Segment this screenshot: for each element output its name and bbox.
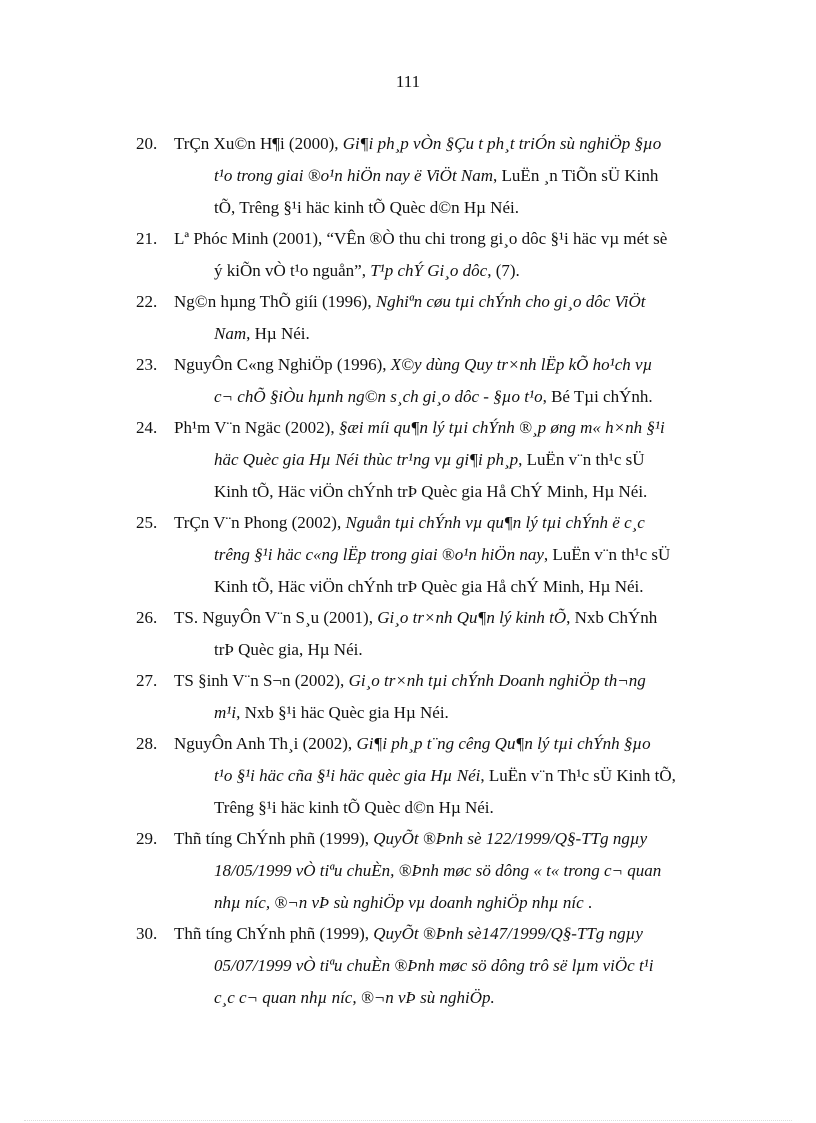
reference-text — [174, 128, 740, 224]
reference-item — [136, 128, 740, 224]
reference-text-segment: , (7). — [487, 261, 520, 280]
reference-text — [174, 223, 740, 287]
reference-title-segment: 18/05/1999 vÒ tiªu chuÈn, ®Þnh møc sö dông « t« trong c¬ quan — [214, 861, 662, 880]
reference-number: 29. — [136, 829, 158, 848]
reference-text-segment: Ph¹m V¨n Ngäc (2002), — [174, 418, 339, 437]
reference-text-segment: , LuËn ¸n TiÕn sÜ Kinh — [493, 166, 659, 185]
reference-text — [174, 823, 740, 919]
reference-text-segment: NguyÔn Anh Th¸i (2002), — [174, 734, 357, 753]
reference-line — [174, 255, 740, 287]
reference-text — [174, 602, 740, 666]
reference-number: 20. — [136, 134, 158, 153]
reference-number: 27. — [136, 671, 158, 690]
reference-text — [174, 918, 740, 1014]
reference-text-segment: , LuËn v¨n Th¹c sÜ Kinh tÕ, — [480, 766, 676, 785]
reference-text-segment: TS §inh V¨n S¬n (2002), — [174, 671, 349, 690]
reference-text-segment: , Bé Tµi chÝnh. — [542, 387, 653, 406]
reference-title-segment: §æi míi qu¶n lý tµi chÝnh ®¸p øng m« h×nh §¹i — [338, 418, 665, 437]
reference-title-segment: Nguån tµi chÝnh vµ qu¶n lý tµi chÝnh ë c¸c — [345, 513, 645, 532]
reference-title-segment: Gi¸o tr×nh Qu¶n lý kinh tÕ — [377, 608, 567, 627]
reference-text-segment: Thñ tíng ChÝnh phñ (1999), — [174, 924, 374, 943]
reference-line — [174, 192, 740, 224]
reference-text — [174, 728, 740, 824]
reference-line — [174, 697, 740, 729]
reference-text-segment: ý kiÕn vÒ t¹o nguån”, — [214, 261, 371, 280]
reference-line — [174, 918, 740, 950]
reference-title-segment: Nam — [214, 324, 247, 343]
reference-title-segment: c¸c c¬ quan nhµ níc, ®¬n vÞ sù nghiÖp. — [214, 988, 495, 1007]
reference-line — [174, 571, 740, 603]
reference-line — [174, 286, 740, 318]
reference-line — [174, 950, 740, 982]
reference-text-segment: , Hµ Néi. — [246, 324, 310, 343]
reference-text — [174, 349, 740, 413]
reference-line — [174, 539, 740, 571]
reference-title-segment: t¹o §¹i häc cña §¹i häc quèc gia Hµ Néi — [214, 766, 481, 785]
reference-title-segment: Gi¸o tr×nh tµi chÝnh Doanh nghiÖp th¬ng — [348, 671, 646, 690]
reference-title-segment: c¬ chÕ §iÒu hµnh ng©n s¸ch gi¸o dôc - §µo t¹o — [214, 387, 543, 406]
reference-title-segment: trêng §¹i häc c«ng lËp trong giai ®o¹n hiÖn nay — [214, 545, 544, 564]
reference-item — [136, 349, 740, 413]
reference-number: 21. — [136, 229, 158, 248]
reference-line — [174, 444, 740, 476]
reference-number: 28. — [136, 734, 158, 753]
reference-title-segment: häc Quèc gia Hµ Néi thùc tr¹ng vµ gi¶i ph¸p — [214, 450, 519, 469]
reference-line — [174, 728, 740, 760]
reference-number: 23. — [136, 355, 158, 374]
reference-text — [174, 665, 740, 729]
reference-text-segment: Thñ tíng ChÝnh phñ (1999), — [174, 829, 374, 848]
reference-text-segment: Trêng §¹i häc kinh tÕ Quèc d©n Hµ Néi. — [214, 798, 494, 817]
reference-line — [174, 602, 740, 634]
reference-text-segment: , LuËn v¨n th¹c sÜ — [543, 545, 671, 564]
page-number: 111 — [395, 72, 421, 91]
reference-title-segment: Gi¶i ph¸p t¨ng cêng Qu¶n lý tµi chÝnh §µo — [356, 734, 651, 753]
reference-item — [136, 286, 740, 350]
reference-text-segment: TrÇn Xu©n H¶i (2000), — [174, 134, 343, 153]
reference-line — [174, 823, 740, 855]
reference-text-segment: Lª Phóc Minh (2001), “VÊn ®Ò thu chi trong gi¸o dôc §¹i häc vµ mét sè — [174, 229, 668, 248]
reference-text-segment: , Nxb ChÝnh — [566, 608, 658, 627]
reference-text-segment: . — [583, 893, 593, 912]
reference-line — [174, 760, 740, 792]
reference-number: 26. — [136, 608, 158, 627]
reference-number: 24. — [136, 418, 158, 437]
reference-text-segment: tÕ, Trêng §¹i häc kinh tÕ Quèc d©n Hµ Néi. — [214, 198, 519, 217]
reference-text-segment: Kinh tÕ, Häc viÖn chÝnh trÞ Quèc gia Hå chÝ Minh, Hµ Néi. — [214, 577, 644, 596]
reference-text-segment: TrÇn V¨n Phong (2002), — [174, 513, 346, 532]
reference-text — [174, 507, 740, 603]
reference-text — [174, 286, 740, 350]
reference-item — [136, 665, 740, 729]
reference-text-segment: , LuËn v¨n th¹c sÜ — [518, 450, 645, 469]
bottom-rule — [24, 1120, 792, 1121]
reference-title-segment: m¹i — [214, 703, 237, 722]
reference-text-segment: Kinh tÕ, Häc viÖn chÝnh trÞ Quèc gia Hå ChÝ Minh, Hµ Néi. — [214, 482, 648, 501]
reference-title-segment: QuyÕt ®Þnh sè 122/1999/Q§-TTg ngµy — [373, 829, 648, 848]
reference-title-segment: Gi¶i ph¸p vÒn §Çu t ph¸t triÓn sù nghiÖp §µo — [342, 134, 662, 153]
reference-line — [174, 349, 740, 381]
reference-item — [136, 823, 740, 919]
reference-number: 30. — [136, 924, 158, 943]
reference-line — [174, 128, 740, 160]
reference-item — [136, 507, 740, 603]
reference-text-segment: TS. NguyÔn V¨n S¸u (2001), — [174, 608, 378, 627]
reference-line — [174, 855, 740, 887]
reference-line — [174, 318, 740, 350]
reference-text-segment: NguyÔn C«ng NghiÖp (1996), — [174, 355, 391, 374]
reference-line — [174, 887, 740, 919]
reference-title-segment: QuyÕt ®Þnh sè147/1999/Q§-TTg ngµy — [373, 924, 643, 943]
reference-title-segment: 05/07/1999 vÒ tiªu chuÈn ®Þnh møc sö dông trô së lµm viÖc t¹i — [214, 956, 654, 975]
reference-text-segment: Ng©n hµng ThÕ giíi (1996), — [174, 292, 376, 311]
reference-title-segment: Nghiªn cøu tµi chÝnh cho gi¸o dôc ViÖt — [375, 292, 646, 311]
reference-item — [136, 412, 740, 508]
reference-line — [174, 792, 740, 824]
reference-text-segment: trÞ Quèc gia, Hµ Néi. — [214, 640, 363, 659]
reference-text-segment: , Nxb §¹i häc Quèc gia Hµ Néi. — [236, 703, 449, 722]
reference-line — [174, 507, 740, 539]
reference-line — [174, 634, 740, 666]
reference-number: 25. — [136, 513, 158, 532]
reference-line — [174, 160, 740, 192]
reference-title-segment: X©y dùng Quy tr×nh lËp kÕ ho¹ch vµ — [390, 355, 653, 374]
reference-line — [174, 665, 740, 697]
reference-title-segment: t¹o trong giai ®o¹n hiÖn nay ë ViÖt Nam — [214, 166, 494, 185]
reference-item — [136, 223, 740, 287]
reference-list — [136, 128, 740, 1013]
reference-line — [174, 381, 740, 413]
reference-item — [136, 728, 740, 824]
reference-text — [174, 412, 740, 508]
reference-number: 22. — [136, 292, 158, 311]
reference-title-segment: T¹p chÝ Gi¸o dôc — [370, 261, 488, 280]
reference-title-segment: nhµ níc, ®¬n vÞ sù nghiÖp vµ doanh nghiÖp nhµ níc — [214, 893, 584, 912]
reference-line — [174, 412, 740, 444]
reference-item — [136, 918, 740, 1014]
reference-line — [174, 223, 740, 255]
reference-item — [136, 602, 740, 666]
reference-line — [174, 476, 740, 508]
reference-line — [174, 982, 740, 1014]
